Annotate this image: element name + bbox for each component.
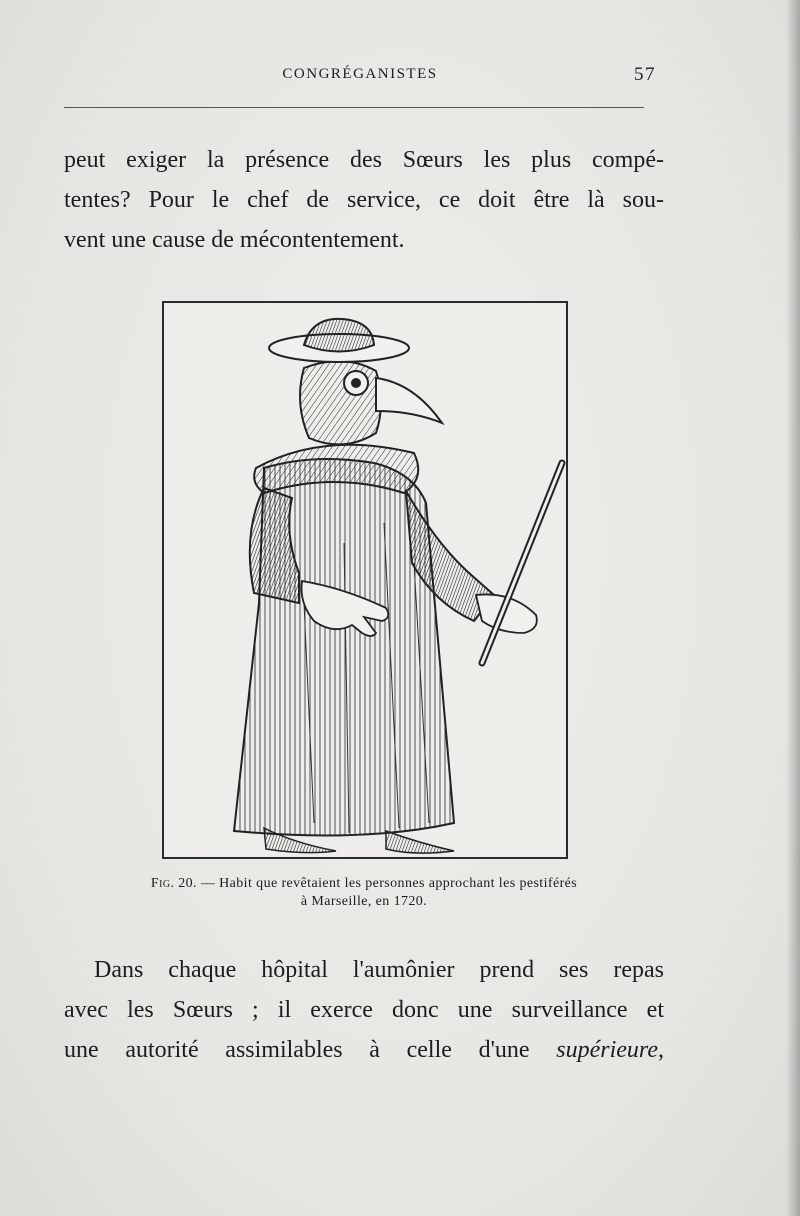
figure-caption — [64, 875, 664, 911]
text-line: vent une cause de mécontentement. — [64, 227, 405, 253]
hat-crown — [304, 319, 374, 352]
italic-word: supérieure — [556, 1037, 658, 1063]
text-line: tentes? Pour le chef de service, ce doit être là sou- — [64, 187, 664, 213]
caption-text: — Habit que revêtaient les personnes approchant les pestiférés — [200, 876, 578, 891]
header-rule — [64, 107, 644, 108]
text-line: peut exiger la présence des Sœurs les plus compé- — [64, 147, 664, 173]
page-number: 57 — [634, 64, 656, 85]
page-spine-shadow — [786, 0, 800, 1216]
paragraph-1 — [64, 140, 664, 260]
beak — [376, 378, 442, 423]
text-line — [64, 1030, 664, 1070]
text-line: Dans chaque hôpital l'aumônier prend ses repas — [94, 957, 664, 983]
text-fragment: une autorité assimilables à celle d'une — [64, 1037, 530, 1063]
plague-doctor-illustration — [162, 301, 568, 859]
caption-line — [64, 875, 664, 893]
right-foot — [386, 831, 454, 853]
text-line: avec les Sœurs ; il exerce donc une surveillance et — [64, 997, 664, 1023]
running-title: CONGRÉGANISTES — [282, 66, 438, 82]
text-fragment: , — [658, 1037, 664, 1063]
plague-doctor-engraving — [164, 303, 566, 857]
figure-label: Fig. 20. — [150, 876, 197, 891]
caption-line: à Marseille, en 1720. — [300, 894, 428, 909]
paragraph-2 — [64, 950, 664, 1070]
mask-head — [300, 361, 381, 444]
running-head — [64, 64, 656, 90]
